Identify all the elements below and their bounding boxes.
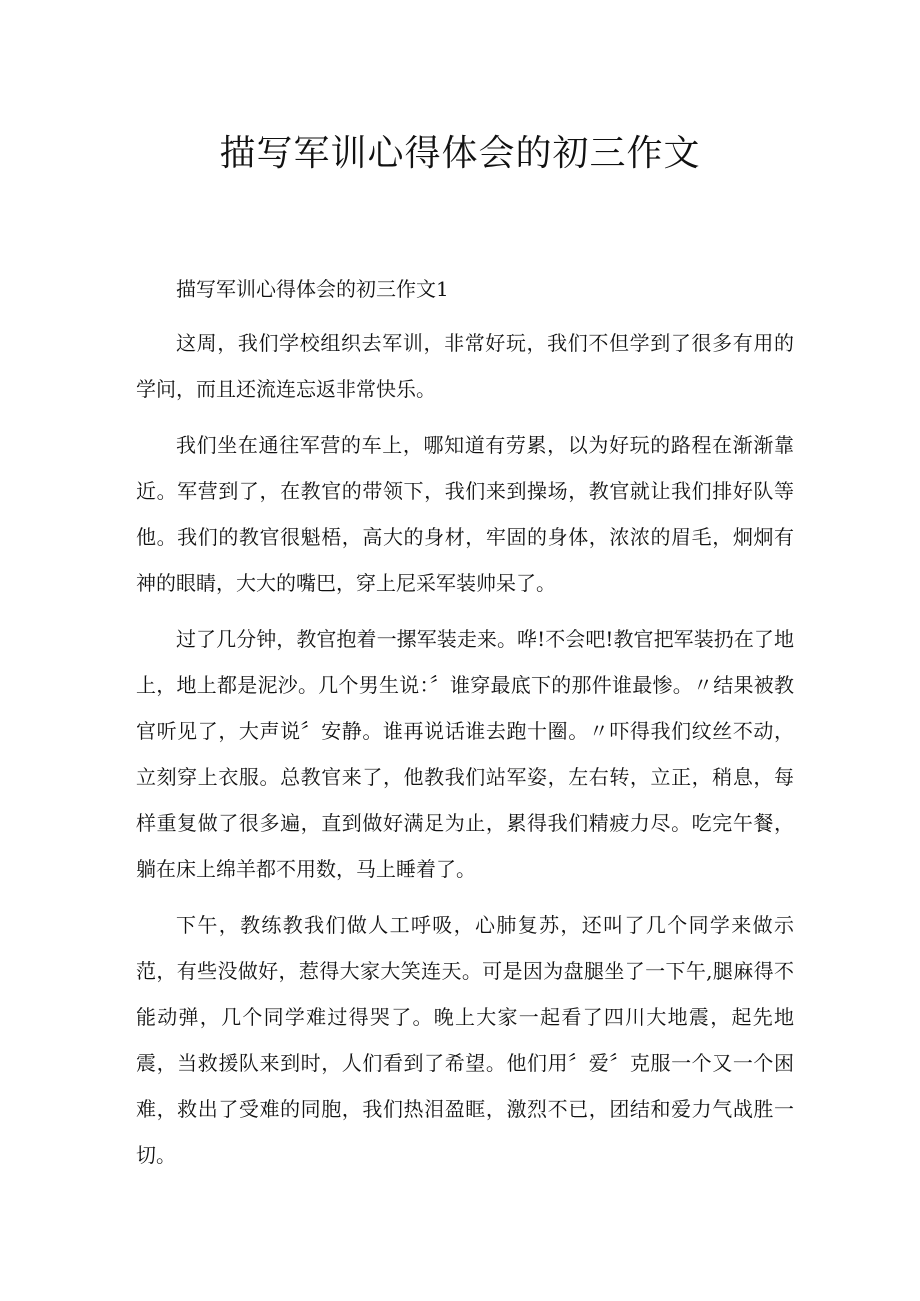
paragraph-3: 过了几分钟，教官抱着一摞军装走来。哗!不会吧!教官把军装扔在了地上，地上都是泥沙。几个男生说：〞谁穿最底下的那件谁最惨。〃结果被教官听见了，大声说〞安静。谁再说话谁去跑十圈。〃吓得我们纹丝不动，立刻穿上衣服。总教官来了，他教我们站军姿，左右转，立正，稍息，每样重复做了很多遍，直到做好满足为止，累得我们精疲力尽。吃完午餐，躺在床上绵羊都不用数，马上睡着了。 — [136, 627, 794, 881]
paragraph-1: 这周，我们学校组织去军训，非常好玩，我们不但学到了很多有用的学问，而且还流连忘返非常快乐。 — [136, 331, 794, 401]
section-subtitle: 描写军训心得体会的初三作文1 — [176, 277, 449, 301]
paragraph-4: 下午，教练教我们做人工呼吸，心肺复苏，还叫了几个同学来做示范，有些没做好，惹得大家大笑连天。可是因为盘腿坐了一下午,腿麻得不能动弹，几个同学难过得哭了。晚上大家一起看了四川大地震，起先地震，当救援队来到时，人们看到了希望。他们用〞爱〞克服一个又一个困难，救出了受难的同胞，我们热泪盈眶，激烈不已，团结和爱力气战胜一切。 — [136, 913, 794, 1167]
document-body — [136, 266, 794, 1188]
paragraph-2: 我们坐在通往军营的车上，哪知道有劳累，以为好玩的路程在渐渐靠近。军营到了，在教官的带领下，我们来到操场，教官就让我们排好队等他。我们的教官很魁梧，高大的身材，牢固的身体，浓浓的眉毛，炯炯有神的眼睛，大大的嘴巴，穿上尼采军装帅呆了。 — [136, 433, 794, 595]
document-title: 描写军训心得体会的初三作文 — [219, 133, 701, 174]
